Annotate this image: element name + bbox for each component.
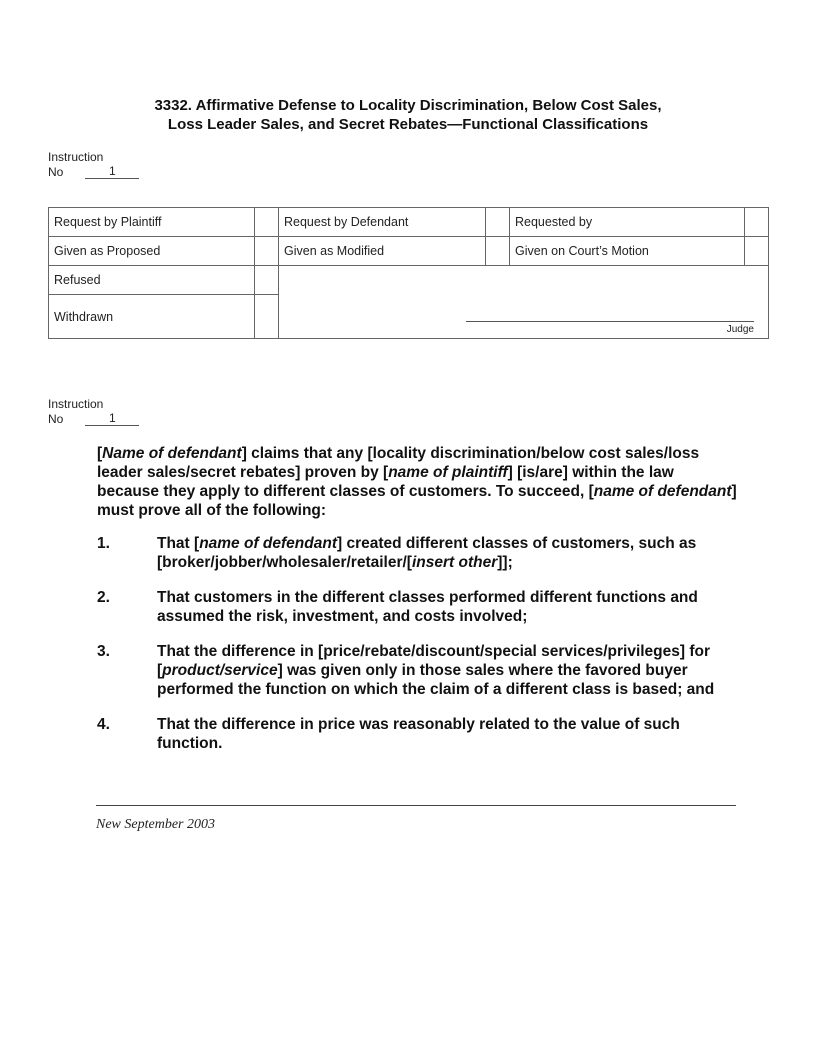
placeholder: name of defendant <box>199 535 337 552</box>
title-line-2: Loss Leader Sales, and Secret Rebates—Functional Classifications <box>167 116 649 133</box>
list-item <box>97 534 737 572</box>
given-as-proposed-checkbox[interactable] <box>255 237 279 266</box>
given-on-courts-motion-checkbox[interactable] <box>745 237 769 266</box>
judge-signature-area[interactable] <box>279 266 769 339</box>
placeholder: product/service <box>162 662 278 679</box>
request-by-plaintiff-checkbox[interactable] <box>255 208 279 237</box>
given-as-proposed-label: Given as Proposed <box>49 237 255 266</box>
placeholder: insert other <box>411 554 498 571</box>
title-line-1: 3332. Affirmative Defense to Locality Discrimination, Below Cost Sales, <box>154 97 662 114</box>
text: ] [is/are] within the law because they apply to different classes of customers. To succeed, [ <box>97 464 674 500</box>
instruction-body <box>97 444 737 769</box>
text: ] must prove all of the following: <box>97 483 737 519</box>
given-as-modified-checkbox[interactable] <box>486 237 510 266</box>
instruction-label: Instruction <box>48 397 104 411</box>
request-by-defendant-label: Request by Defendant <box>279 208 486 237</box>
text: ] created different classes of customers, such as [broker/jobber/wholesaler/retailer/[ <box>157 535 697 571</box>
given-as-modified-label: Given as Modified <box>279 237 486 266</box>
text: ] claims that any [locality discrimination/below cost sales/loss leader sales/secret rebates] proven by [ <box>97 445 700 481</box>
item-text <box>157 534 737 572</box>
placeholder-name-of-defendant: name of defendant <box>593 483 732 500</box>
placeholder-name-of-plaintiff: name of plaintiff <box>388 464 508 481</box>
revision-note: New September 2003 <box>96 817 215 832</box>
given-on-courts-motion-label: Given on Court’s Motion <box>510 237 745 266</box>
text: ] was given only in those sales where the favored buyer performed the function on which the claim of a different class is based; and <box>157 662 715 698</box>
requested-by-checkbox[interactable] <box>745 208 769 237</box>
document-title <box>0 96 816 134</box>
list-item <box>97 715 737 753</box>
no-label: No <box>48 165 64 179</box>
request-by-plaintiff-label: Request by Plaintiff <box>49 208 255 237</box>
text: That [ <box>157 535 200 552</box>
footer-divider <box>96 805 736 806</box>
instruction-number-top <box>48 150 139 179</box>
request-table <box>48 207 769 339</box>
item-number: 1. <box>97 535 110 552</box>
refused-label: Refused <box>49 266 255 295</box>
item-number: 4. <box>97 716 110 733</box>
withdrawn-checkbox[interactable] <box>255 295 279 339</box>
text: That customers in the different classes performed different functions and assumed the risk, investment, and costs involved; <box>157 589 698 625</box>
instruction-label: Instruction <box>48 150 104 164</box>
list-item <box>97 642 737 699</box>
no-label: No <box>48 412 64 426</box>
withdrawn-label: Withdrawn <box>49 295 255 339</box>
text: That the difference in [price/rebate/discount/special services/privileges] for [ <box>157 643 711 679</box>
item-number: 2. <box>97 589 110 606</box>
instruction-number: 1 <box>85 411 139 426</box>
item-text <box>157 588 737 626</box>
item-number: 3. <box>97 643 110 660</box>
instruction-number-bottom <box>48 397 139 426</box>
item-text <box>157 642 737 699</box>
placeholder-name-of-defendant: Name of defendant <box>102 445 242 462</box>
text: ]]; <box>497 554 513 571</box>
intro-paragraph <box>97 444 737 520</box>
instruction-number: 1 <box>85 164 139 179</box>
judge-label: Judge <box>726 324 754 335</box>
text: That the difference in price was reasonably related to the value of such function. <box>157 716 680 752</box>
list-item <box>97 588 737 626</box>
item-text <box>157 715 737 753</box>
judge-signature-line <box>466 321 754 322</box>
elements-list <box>97 534 737 753</box>
request-by-defendant-checkbox[interactable] <box>486 208 510 237</box>
requested-by-label: Requested by <box>510 208 745 237</box>
refused-checkbox[interactable] <box>255 266 279 295</box>
text: [ <box>97 445 103 462</box>
